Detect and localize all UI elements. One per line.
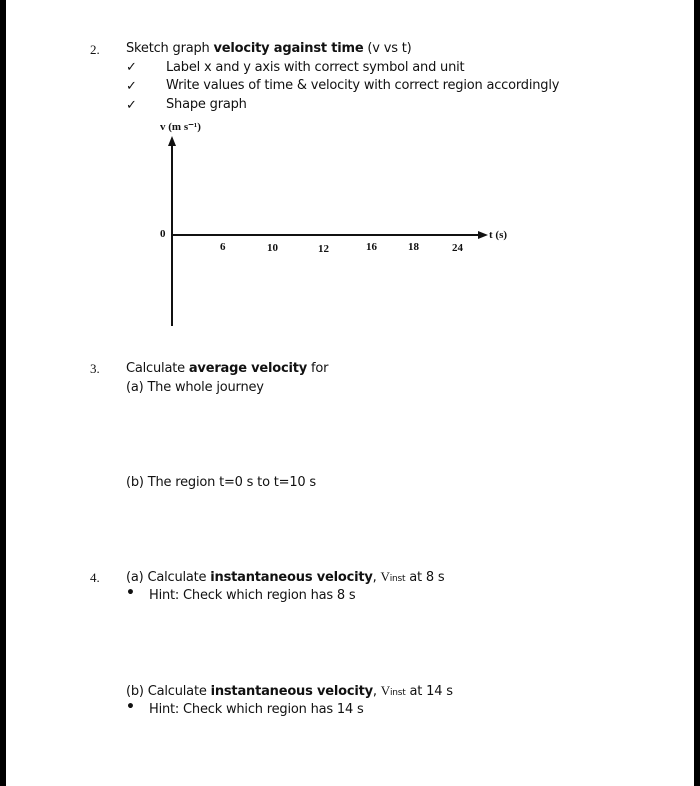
q3-text-post: for: [307, 361, 329, 376]
x-axis-label: t (s): [489, 229, 508, 241]
origin-label: 0: [160, 228, 166, 240]
question-4b: [126, 683, 453, 699]
q2-text-pre: Sketch graph: [126, 41, 214, 56]
checklist-item: Label x and y axis with correct symbol and unit: [166, 60, 465, 75]
q2-text-post: (v vs t): [363, 41, 412, 56]
x-tick-label: 24: [452, 242, 463, 254]
y-axis-label: v (m s⁻¹): [160, 121, 201, 133]
bullet-icon: •: [126, 699, 135, 715]
velocity-time-graph: [6, 0, 694, 340]
checklist-item: Shape graph: [166, 97, 247, 112]
y-axis-arrow: [168, 136, 176, 146]
q3-text-pre: Calculate: [126, 361, 189, 376]
question-4b-hint: Hint: Check which region has 14 s: [149, 702, 364, 717]
x-tick-label: 18: [408, 241, 419, 253]
q4a-symbol: V: [380, 569, 390, 584]
question-4a: [126, 569, 444, 585]
q4b-comma: ,: [372, 684, 381, 699]
question-3-number: 3.: [90, 361, 100, 376]
checkmark-icon: ✓: [126, 98, 137, 113]
x-tick-label: 10: [267, 242, 278, 254]
question-3b: (b) The region t=0 s to t=10 s: [126, 475, 317, 490]
checklist-item: Write values of time & velocity with correct region accordingly: [166, 78, 560, 93]
bullet-icon: •: [126, 585, 135, 601]
q4b-text-pre: (b) Calculate: [126, 684, 211, 699]
question-4-number: 4.: [90, 570, 100, 585]
checkmark-icon: ✓: [126, 60, 137, 75]
q4a-text-post: at 8 s: [405, 570, 445, 585]
q4b-text-post: at 14 s: [405, 684, 453, 699]
q4a-text-bold: instantaneous velocity: [210, 570, 373, 585]
x-tick-label: 16: [366, 241, 377, 253]
q3-text-bold: average velocity: [188, 361, 308, 376]
x-tick-label: 12: [318, 243, 329, 255]
x-tick-label: 6: [220, 241, 226, 253]
question-3-prompt: [126, 361, 328, 376]
x-axis-arrow: [478, 231, 488, 239]
q4a-text-pre: (a) Calculate: [126, 570, 211, 585]
worksheet-page: [6, 0, 694, 786]
question-3a: (a) The whole journey: [126, 380, 264, 395]
q4b-text-bold: instantaneous velocity: [210, 684, 373, 699]
question-4a-hint: Hint: Check which region has 8 s: [149, 588, 356, 603]
q4b-subscript: inst: [389, 688, 406, 698]
q4a-comma: ,: [372, 570, 381, 585]
q4a-subscript: inst: [389, 574, 406, 584]
question-2-number: 2.: [90, 42, 100, 57]
q2-text-bold: velocity against time: [213, 41, 364, 56]
checkmark-icon: ✓: [126, 79, 137, 94]
q4b-symbol: V: [380, 683, 390, 698]
